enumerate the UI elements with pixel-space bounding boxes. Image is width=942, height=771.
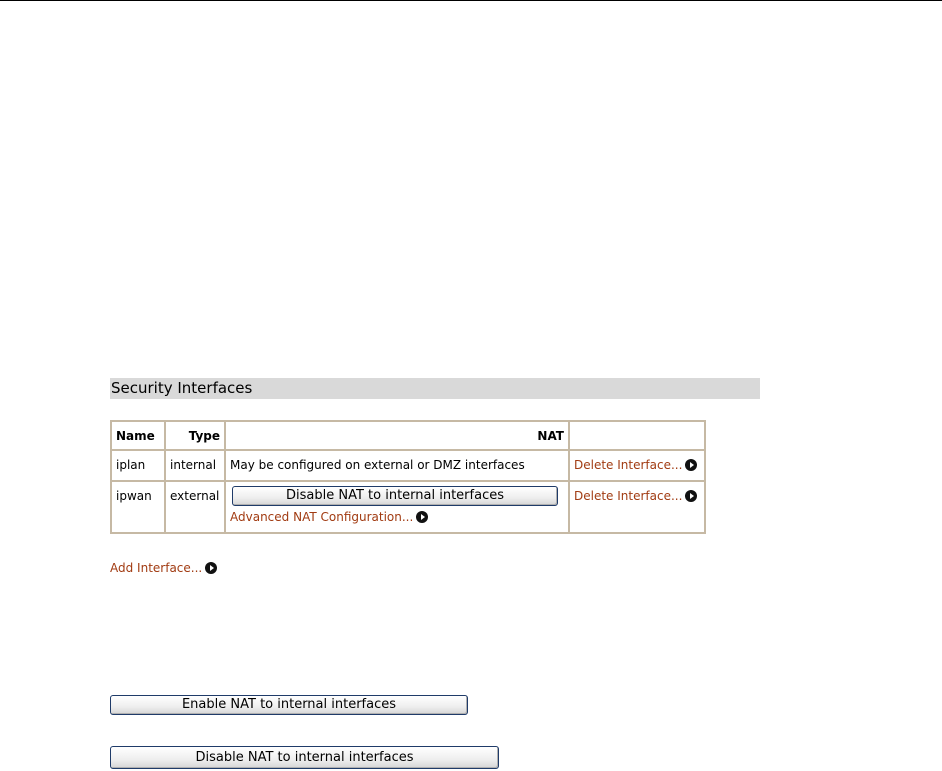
add-interface-label: Add Interface... — [110, 561, 203, 575]
top-divider — [0, 0, 942, 1]
nat-status-text: May be configured on external or DMZ interfaces — [225, 450, 569, 481]
interface-name-cell: ipwan — [111, 481, 165, 533]
delete-interface-label: Delete Interface... — [574, 489, 683, 503]
disable-nat-row-button[interactable]: Disable NAT to internal interfaces — [232, 486, 558, 506]
interface-type-cell: internal — [165, 450, 225, 481]
delete-interface-link-ipwan[interactable] — [574, 489, 697, 503]
advanced-nat-label: Advanced NAT Configuration... — [230, 510, 414, 524]
circle-arrow-right-icon — [416, 511, 428, 523]
column-header-name: Name — [111, 421, 165, 450]
advanced-nat-configuration-link[interactable] — [230, 510, 428, 524]
circle-arrow-right-icon — [685, 490, 697, 502]
circle-arrow-right-icon — [685, 459, 697, 471]
column-header-nat: NAT — [225, 421, 569, 450]
table-row — [111, 450, 705, 481]
circle-arrow-right-icon — [205, 562, 217, 574]
table-header-row — [111, 421, 705, 450]
add-interface-link[interactable] — [110, 561, 217, 575]
interface-type-cell: external — [165, 481, 225, 533]
actions-cell — [569, 481, 705, 533]
delete-interface-link-iplan[interactable] — [574, 458, 697, 472]
table-row — [111, 481, 705, 533]
section-title: Security Interfaces — [110, 378, 760, 399]
nat-cell — [225, 481, 569, 533]
delete-interface-label: Delete Interface... — [574, 458, 683, 472]
column-header-actions — [569, 421, 705, 450]
interfaces-table — [110, 420, 706, 534]
interface-name-cell: iplan — [111, 450, 165, 481]
disable-nat-button[interactable]: Disable NAT to internal interfaces — [110, 746, 499, 769]
actions-cell — [569, 450, 705, 481]
column-header-type: Type — [165, 421, 225, 450]
enable-nat-button[interactable]: Enable NAT to internal interfaces — [110, 695, 468, 715]
